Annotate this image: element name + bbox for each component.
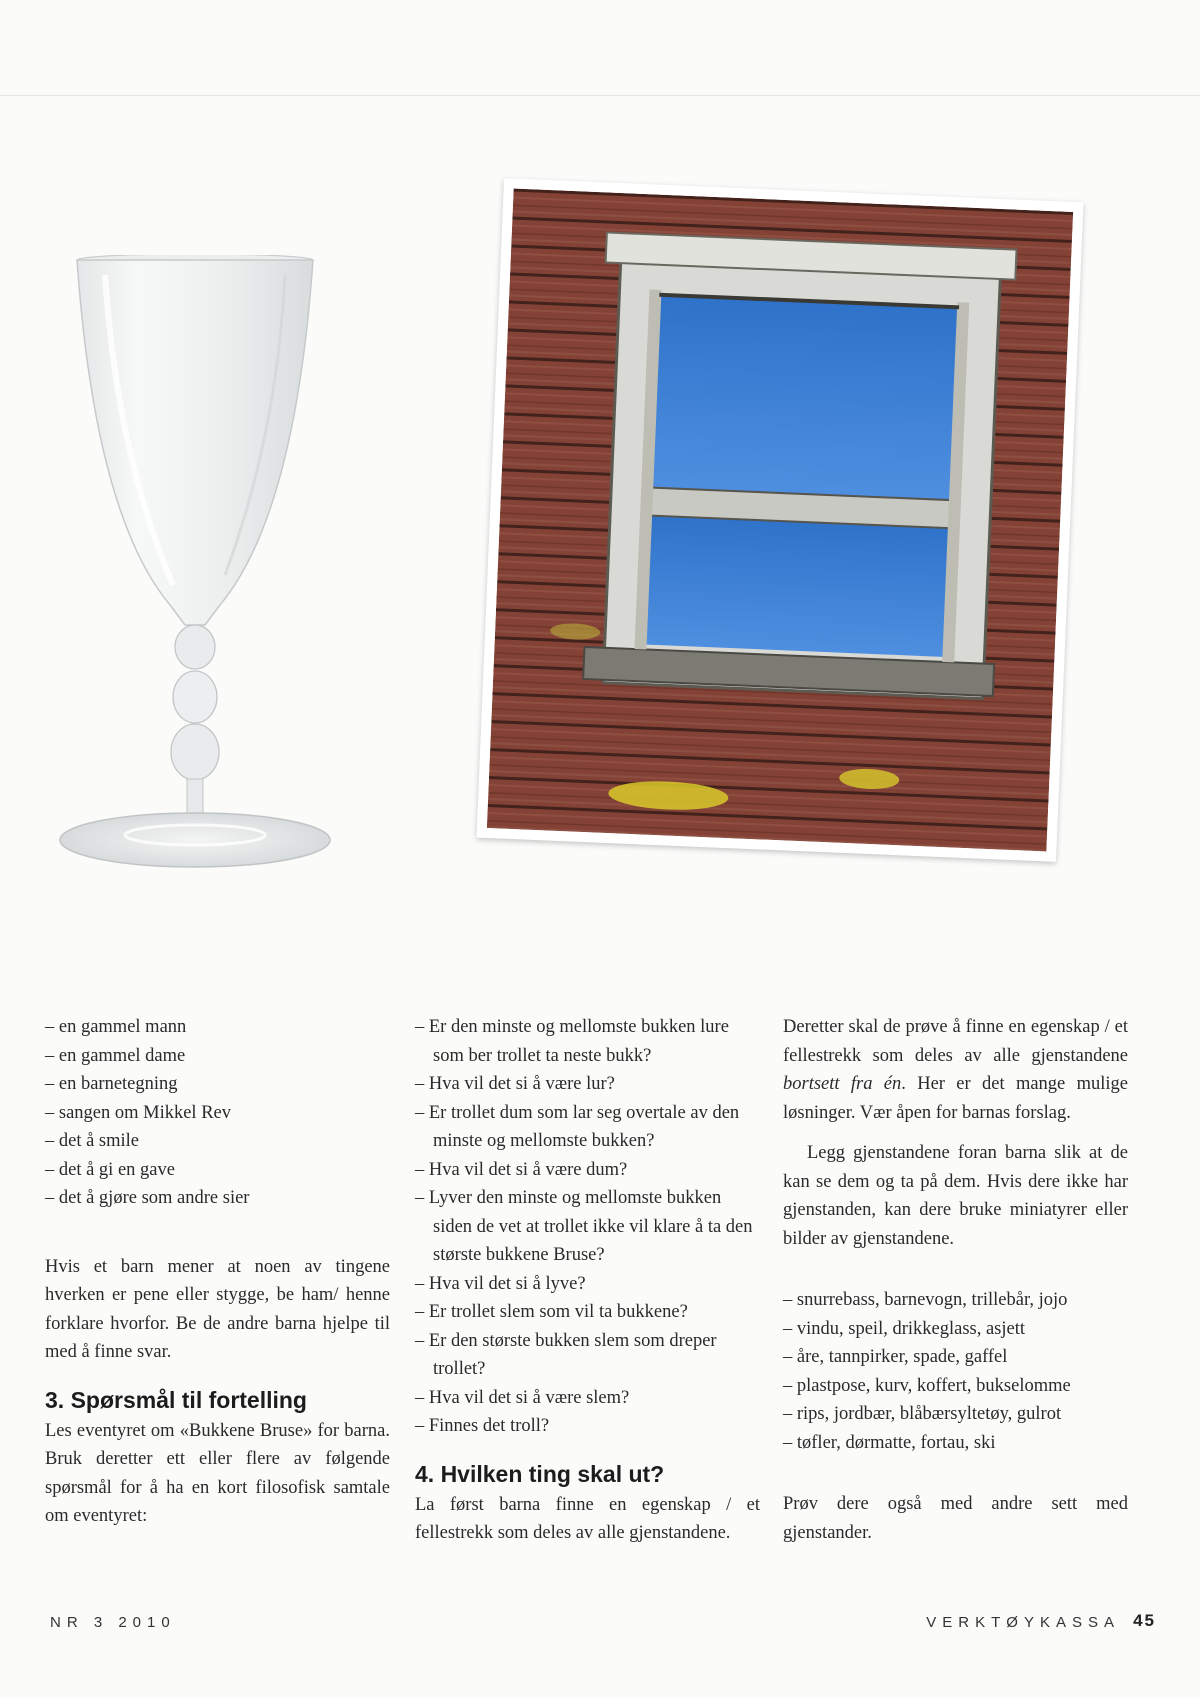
question-item: – Hva vil det si å lyve? [415, 1270, 760, 1299]
question-item: – Er trollet dum som lar seg overtale av den minste og mellomste bukken? [415, 1099, 760, 1156]
window-photo [476, 178, 1083, 862]
list-item: – sangen om Mikkel Rev [45, 1099, 390, 1128]
questions-list [415, 1013, 760, 1441]
object-set-item: – rips, jordbær, blåbærsyltetøy, gulrot [783, 1400, 1128, 1429]
top-rule [0, 95, 1200, 96]
p1-text: Deretter skal de prøve å finne en egenskap / et fellestrekk som deles av alle gjenstandene [783, 1017, 1128, 1066]
object-set-item: – plastpose, kurv, koffert, bukselomme [783, 1372, 1128, 1401]
column-3 [783, 1013, 1128, 1547]
question-item: – Lyver den minste og mellomste bukken siden de vet at trollet ikke vil klare å ta den største bukkene Bruse? [415, 1184, 760, 1270]
question-item: – Hva vil det si å være slem? [415, 1384, 760, 1413]
p1-emphasis: bortsett fra én [783, 1074, 902, 1094]
column-3-paragraph-2: Legg gjenstandene foran barna slik at de kan se dem og ta på dem. Hvis dere ikke har gjenstanden, kan dere bruke miniatyrer eller bilder av gjenstandene. [783, 1143, 1128, 1249]
page-number: 45 [1133, 1611, 1156, 1630]
question-item: – Er den største bukken slem som dreper trollet? [415, 1327, 760, 1384]
list-item: – det å gjøre som andre sier [45, 1184, 390, 1213]
window-photo-image [487, 189, 1073, 852]
magazine-name: VERKTØYKASSA [926, 1614, 1120, 1631]
p1-text-end: . Her er det mange mulige løsninger. Vær åpen for barnas forslag. [783, 1074, 1128, 1123]
column-3-paragraph-1 [783, 1013, 1128, 1127]
list-item: – det å gi en gave [45, 1156, 390, 1185]
section-heading-4: 4. Hvilken ting skal ut? [415, 1460, 665, 1487]
question-item: – Er trollet slem som vil ta bukkene? [415, 1298, 760, 1327]
examples-list [45, 1013, 390, 1213]
object-sets-list [783, 1286, 1128, 1457]
question-item: – Finnes det troll? [415, 1412, 760, 1441]
object-set-item: – tøfler, dørmatte, fortau, ski [783, 1429, 1128, 1458]
question-item: – Er den minste og mellomste bukken lure som ber trollet ta neste bukk? [415, 1013, 760, 1070]
section-heading-3: 3. Spørsmål til fortelling [45, 1386, 307, 1413]
list-item: – det å smile [45, 1127, 390, 1156]
section-3-text: Les eventyret om «Bukkene Bruse» for barna. Bruk deretter ett eller flere av følgende spørsmål for å ha en kort filosofisk samtale om eventyret: [45, 1420, 390, 1526]
object-set-item: – åre, tannpirker, spade, gaffel [783, 1343, 1128, 1372]
issue-number: NR 3 2010 [50, 1614, 176, 1631]
list-item: – en gammel mann [45, 1013, 390, 1042]
list-item: – en barnetegning [45, 1070, 390, 1099]
object-set-item: – vindu, speil, drikkeglass, asjett [783, 1315, 1128, 1344]
wine-glass-illustration [55, 255, 365, 955]
column-3-paragraph-3: Prøv dere også med andre sett med gjenstander. [783, 1494, 1128, 1543]
section-4-text: La først barna finne en egenskap / et fellestrekk som deles av alle gjenstandene. [415, 1494, 760, 1543]
object-set-item: – snurrebass, barnevogn, trillebår, jojo [783, 1286, 1128, 1315]
question-item: – Hva vil det si å være lur? [415, 1070, 760, 1099]
list-item: – en gammel dame [45, 1042, 390, 1071]
column-1 [45, 1013, 390, 1531]
question-item: – Hva vil det si å være dum? [415, 1156, 760, 1185]
instruction-paragraph: Hvis et barn mener at noen av tingene hverken er pene eller stygge, be ham/ henne forklare hvorfor. Be de andre barna hjelpe til med å finne svar. [45, 1256, 390, 1362]
column-2 [415, 1013, 760, 1548]
